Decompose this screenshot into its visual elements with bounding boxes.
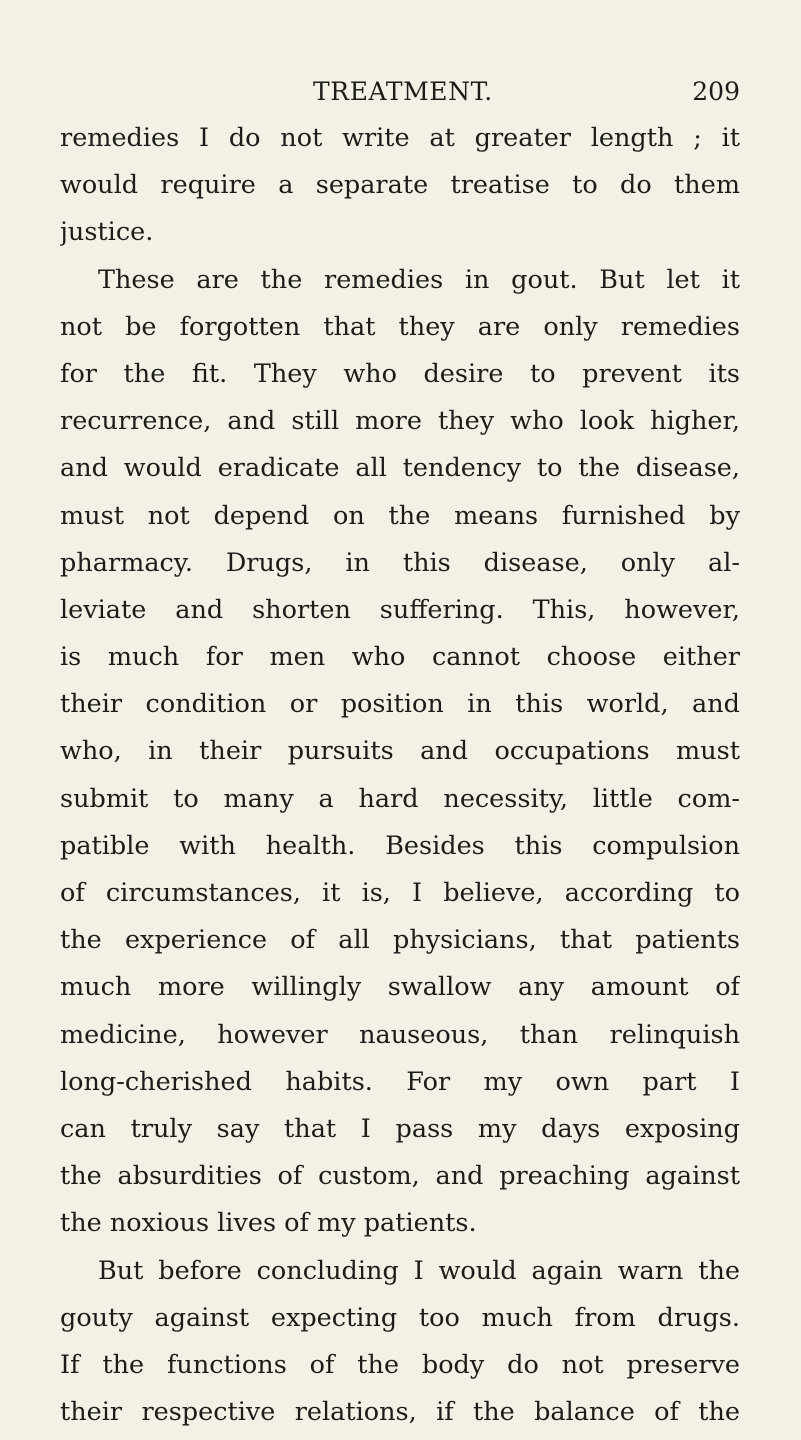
text-line: their condition or position in this world, and xyxy=(60,689,740,720)
text-line: much more willingly swallow any amount of xyxy=(60,972,740,1003)
text-line: is much for men who cannot choose either xyxy=(60,642,740,673)
page-header xyxy=(60,72,740,112)
text-line: submit to many a hard necessity, little com- xyxy=(60,783,740,814)
text-line: But before concluding I would again warn the xyxy=(98,1255,740,1286)
text-line: for the fit. They who desire to prevent its xyxy=(60,358,740,389)
text-line: the experience of all physicians, that patients xyxy=(60,925,740,956)
running-head: TREATMENT. xyxy=(313,77,493,106)
page-number: 209 xyxy=(692,77,740,106)
text-line: remedies I do not write at greater length ; it xyxy=(60,123,740,153)
text-line: the absurdities of custom, and preaching against xyxy=(60,1161,740,1192)
text-line: If the functions of the body do not preserve xyxy=(60,1349,740,1380)
text-line: not be forgotten that they are only remedies xyxy=(60,311,740,342)
text-line: and would eradicate all tendency to the disease, xyxy=(60,453,740,484)
text-line: gouty against expecting too much from drugs. xyxy=(60,1302,740,1333)
text-line: justice. xyxy=(60,217,154,248)
body-text xyxy=(60,115,740,1436)
text-line: These are the remedies in gout. But let it xyxy=(98,264,740,295)
text-line: medicine, however nauseous, than relinquish xyxy=(60,1019,740,1050)
text-line: patible with health. Besides this compulsion xyxy=(60,830,740,861)
text-line: of circumstances, it is, I believe, according to xyxy=(60,878,740,908)
text-line: who, in their pursuits and occupations must xyxy=(60,736,740,767)
text-line: long-cherished habits. For my own part I xyxy=(60,1066,740,1097)
text-line: recurrence, and still more they who look higher, xyxy=(60,406,740,437)
text-line: must not depend on the means furnished by xyxy=(60,500,740,531)
text-line: the noxious lives of my patients. xyxy=(60,1208,477,1239)
text-line: leviate and shorten suffering. This, however, xyxy=(60,594,740,625)
text-line: pharmacy. Drugs, in this disease, only al- xyxy=(60,547,740,578)
text-line: can truly say that I pass my days exposing xyxy=(60,1113,740,1144)
text-line: their respective relations, if the balance of the xyxy=(60,1397,740,1428)
text-line: would require a separate treatise to do them xyxy=(60,170,740,201)
